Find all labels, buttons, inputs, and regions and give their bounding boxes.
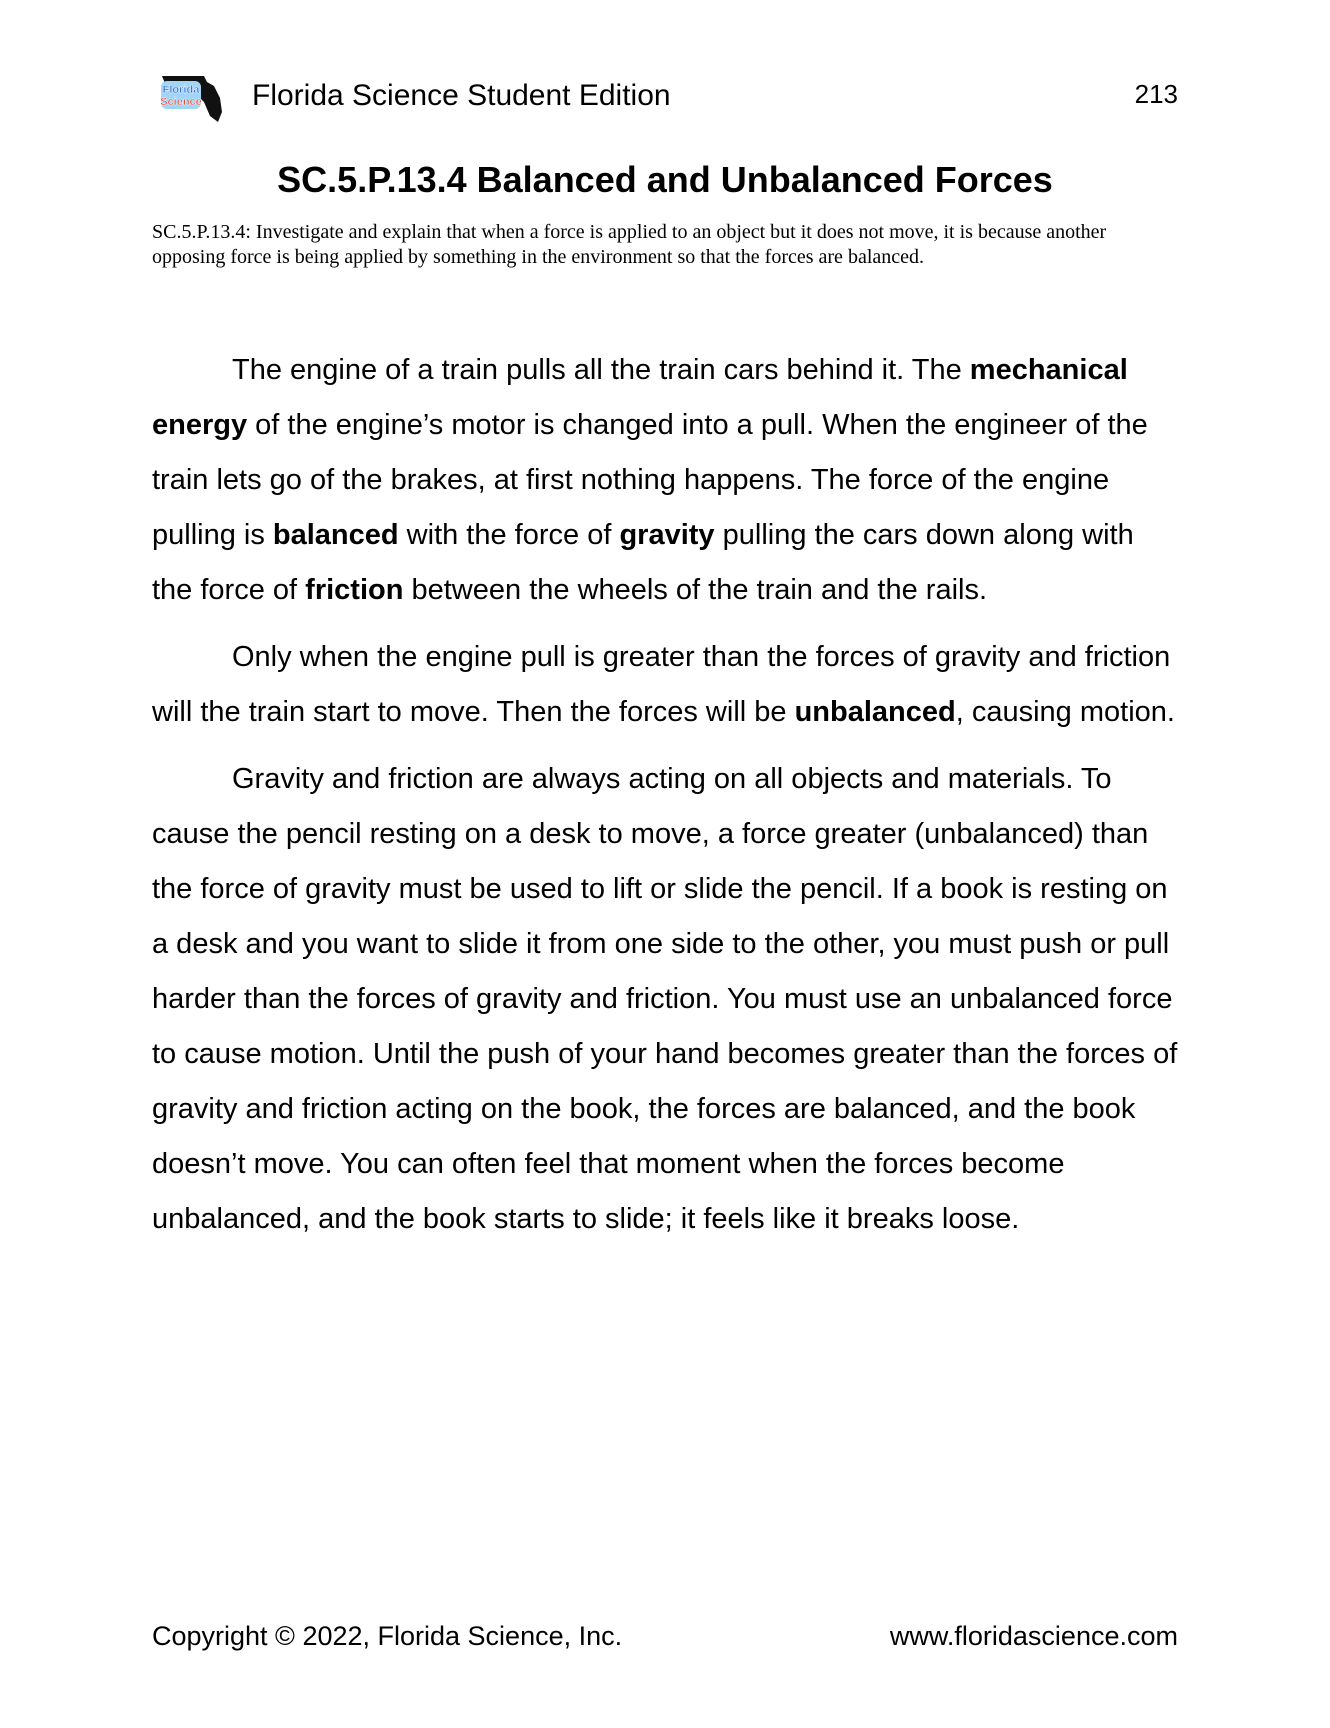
- paragraph-1: [152, 343, 1182, 618]
- term-gravity: gravity: [619, 519, 715, 551]
- term-mechanical-energy: mechanical energy: [152, 354, 1128, 441]
- term-friction: friction: [305, 574, 404, 606]
- header-title: Florida Science Student Edition: [252, 79, 671, 112]
- logo-text-line2: Science: [160, 96, 202, 108]
- footer-copyright: Copyright © 2022, Florida Science, Inc.: [152, 1621, 623, 1651]
- p1-text-a: The engine of a train pulls all the train cars behind it. The: [232, 354, 970, 386]
- body-text: [152, 343, 1182, 1259]
- p1-text-i: between the wheels of the train and the rails.: [403, 574, 988, 606]
- paragraph-2: [152, 630, 1182, 740]
- term-unbalanced: unbalanced: [794, 696, 956, 728]
- p1-text-c: of the engine’s motor is changed into a pull. When the engineer of the train lets go of the brakes, at first nothing happens. The force of the engine pulling is: [152, 409, 1148, 551]
- standard-text: SC.5.P.13.4: Investigate and explain that when a force is applied to an object but it does not move, it is because another opposing force is being applied by something in the environment so that the forces are balanced.: [152, 221, 1107, 268]
- section-title: SC.5.P.13.4 Balanced and Unbalanced Forces: [277, 159, 1053, 200]
- p1-text-e: with the force of: [398, 519, 620, 551]
- logo-text-line1: Florida: [162, 84, 200, 96]
- term-balanced: balanced: [272, 519, 399, 551]
- page-number: 213: [1134, 79, 1178, 109]
- p1-text-g: pulling the cars down along with the force of: [152, 519, 1134, 606]
- p2-text-a: Only when the engine pull is greater than the forces of gravity and friction will the train start to move. Then the forces will be: [152, 641, 1171, 728]
- p2-text-c: , causing motion.: [955, 696, 1175, 728]
- paragraph-3: Gravity and friction are always acting on all objects and materials. To cause the pencil resting on a desk to move, a force greater (unbalanced) than the force of gravity must be used to lift or slide the pencil. If a book is resting on a desk and you want to slide it from one side to the other, you must push or pull harder than the forces of gravity and friction. You must use an unbalanced force to cause motion. Until the push of your hand becomes greater than the forces of gravity and friction acting on the book, the forces are balanced, and the book doesn’t move. You can often feel that moment when the forces become unbalanced, and the book starts to slide; it feels like it breaks loose.: [152, 763, 1178, 1235]
- footer-website[interactable]: www.floridascience.com: [889, 1621, 1178, 1651]
- florida-science-logo: [160, 72, 226, 124]
